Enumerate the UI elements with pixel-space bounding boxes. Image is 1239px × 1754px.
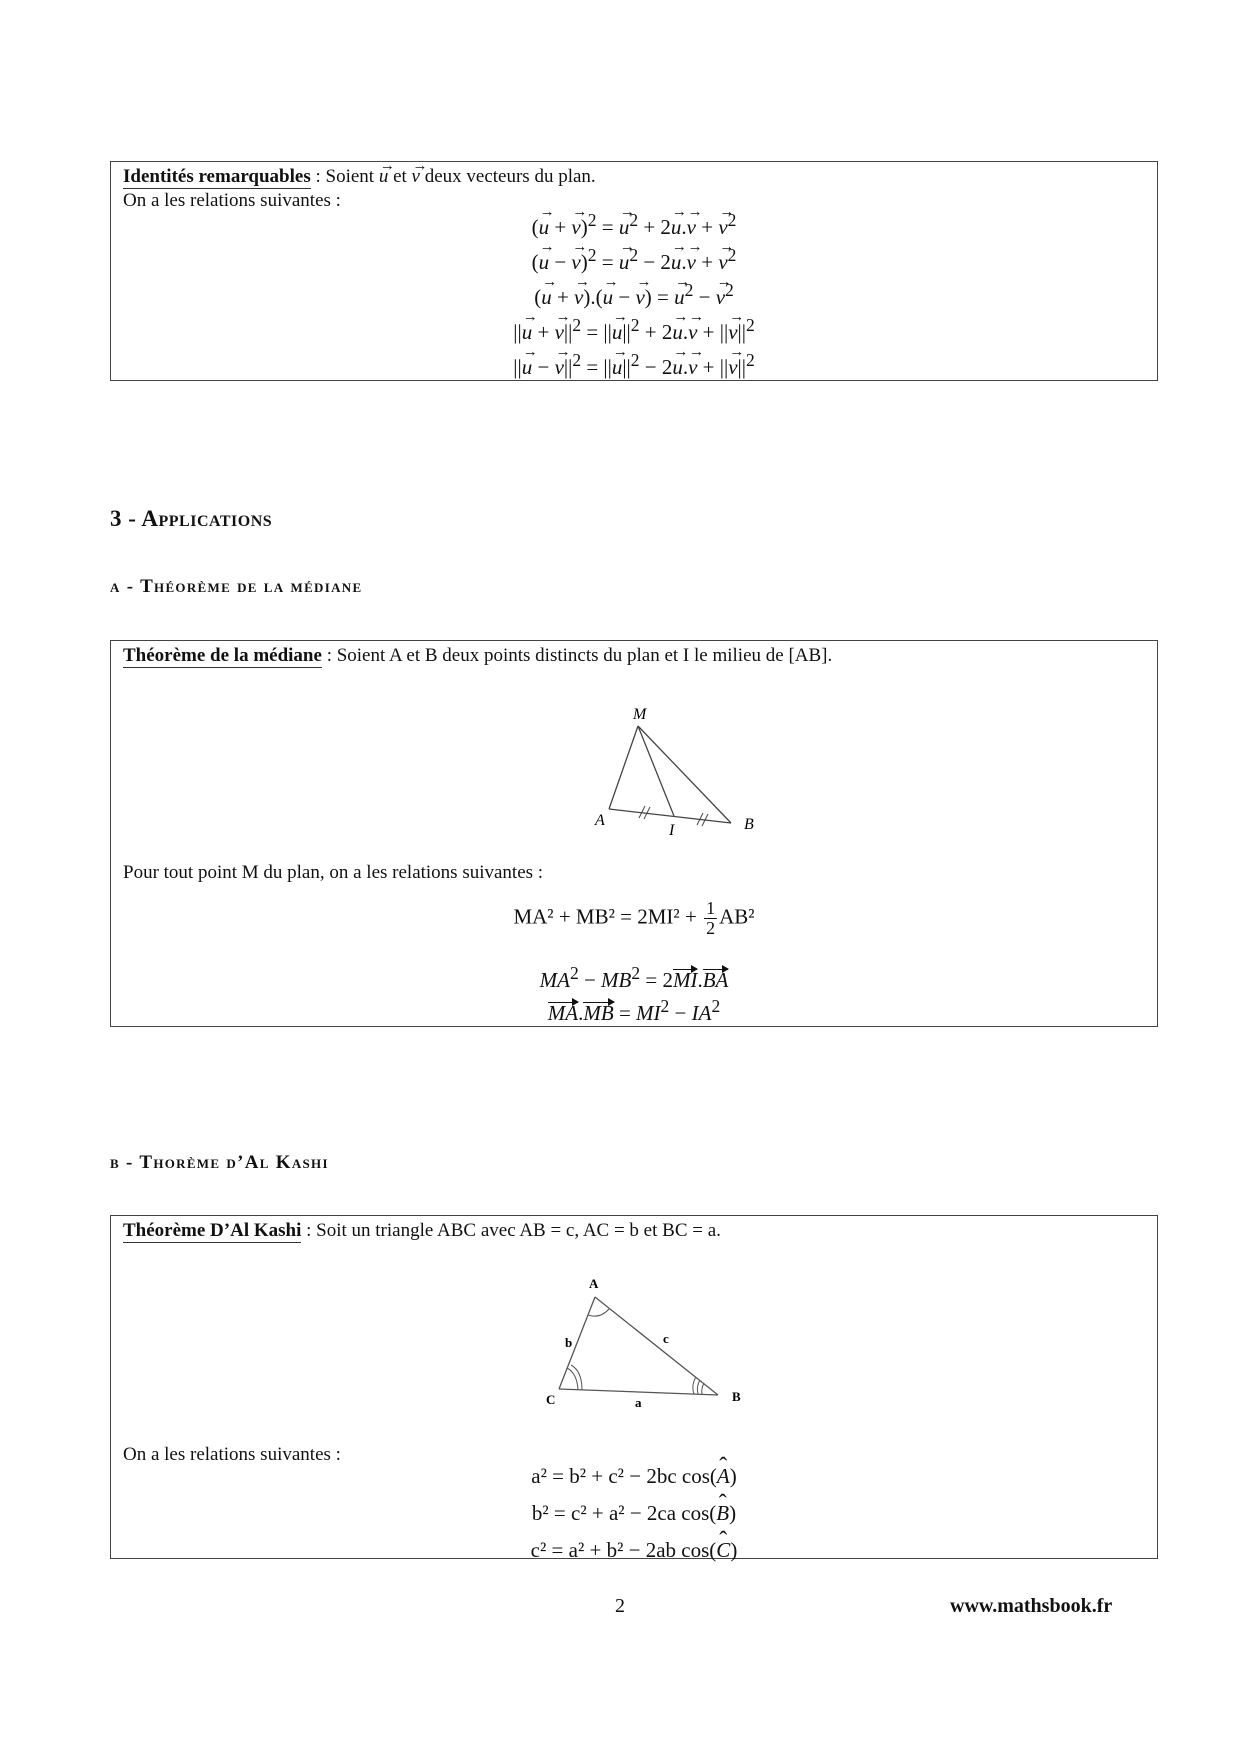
- alkashi-eq-3: [111, 1538, 1157, 1563]
- alkashi-label-b: b: [565, 1335, 573, 1350]
- angle-B: ̂ B: [716, 1501, 729, 1526]
- section-title: 3 - Applications: [110, 506, 273, 531]
- alkashi-label-A: A: [589, 1276, 599, 1291]
- median-intro: [123, 644, 832, 668]
- median-eq1-left: MA² + MB² = 2MI² +: [513, 904, 703, 929]
- identities-intro: [123, 165, 596, 189]
- close-paren-2: ): [729, 1501, 737, 1525]
- alkashi-eq3-left: c² = a² + b² − 2ab cos(: [530, 1538, 717, 1562]
- vector-v: → v: [412, 165, 420, 189]
- alkashi-intro: [123, 1219, 721, 1243]
- site-link[interactable]: www.mathsbook.fr: [950, 1595, 1113, 1617]
- median-label-A: A: [595, 812, 605, 829]
- frac-den: 2: [706, 918, 716, 938]
- median-label-M: M: [633, 706, 647, 723]
- alkashi-text: : Soit un triangle ABC avec AB = c, AC = b et BC = a.: [301, 1220, 721, 1241]
- alkashi-line2: On a les relations suivantes :: [123, 1444, 341, 1465]
- identity-eq-4: ||→ u + → $v||^2$ = ||→ $u||^2 + 2\to u.\to v$ + ||→ $v||^2$: [111, 315, 1157, 345]
- alkashi-eq2-left: b² = c² + a² − 2ca cos(: [531, 1501, 717, 1525]
- alkashi-term: Théorème D’Al Kashi: [123, 1220, 302, 1241]
- alkashi-label-c: c: [663, 1331, 669, 1346]
- median-text: : Soient A et B deux points distincts du plan et I le milieu de [AB].: [321, 645, 833, 666]
- angle-A: ̂ A: [717, 1464, 730, 1489]
- median-eq-1: [111, 899, 1157, 938]
- identities-term: Identités remarquables: [123, 166, 311, 187]
- identities-box: [110, 161, 1158, 381]
- alkashi-eq-1: [111, 1464, 1157, 1489]
- subsection-a-title: a - Théorème de la médiane: [110, 576, 363, 597]
- angle-C: ̂ C: [716, 1538, 730, 1563]
- median-eq-2: $MA^2 - MB^2 = 2MI.BA$: [539, 963, 729, 992]
- frac-num: 1: [706, 898, 716, 918]
- alkashi-box: [110, 1215, 1158, 1562]
- alkashi-eq-2: [111, 1501, 1157, 1526]
- median-eq1-right: AB²: [719, 904, 755, 929]
- median-box: [110, 640, 1158, 1027]
- alkashi-label-a: a: [635, 1395, 642, 1410]
- identity-eq-5: ||→ u − → $v||^2$ = ||→ $u||^2 - 2\to u.\to v$ + ||→ $v||^2$: [111, 350, 1157, 380]
- close-paren-3: ): [730, 1538, 738, 1562]
- alkashi-eq1-left: a² = b² + c² − 2bc cos(: [531, 1464, 717, 1488]
- identities-line2: On a les relations suivantes :: [123, 190, 341, 211]
- intro-text-b: et: [388, 166, 412, 187]
- median-line2: Pour tout point M du plan, on a les relations suivantes :: [123, 862, 544, 883]
- alkashi-label-C: C: [546, 1392, 556, 1407]
- alkashi-label-B: B: [732, 1389, 741, 1404]
- alkashi-figure: [536, 1271, 776, 1421]
- median-term: Théorème de la médiane: [123, 645, 322, 666]
- median-label-I: I: [669, 822, 675, 839]
- page-number: 2: [615, 1595, 625, 1617]
- subsection-b-title: b - Thorème d’Al Kashi: [110, 1152, 329, 1173]
- intro-text-c: deux vecteurs du plan.: [419, 166, 596, 187]
- median-figure: [531, 701, 771, 851]
- intro-text-a: : Soient: [310, 166, 379, 187]
- median-eq-3: $MA.MB = MI^2 - IA^2$: [547, 996, 721, 1025]
- vector-u: → u: [379, 165, 389, 189]
- identity-eq-3: (→ u + → v).(→ u − → v) = → $u^2$ − → $v^2$: [111, 280, 1157, 310]
- identity-eq-1: (→ u + → v)$^2$ = → $u^2 + 2\to u.\to v$ + → $v^2$: [111, 210, 1157, 240]
- median-eq1-frac: [704, 899, 717, 938]
- close-paren-1: ): [729, 1464, 737, 1488]
- identity-eq-2: (→ u − → v)$^2$ = → $u^2 - 2\to u.\to v$ + → $v^2$: [111, 245, 1157, 275]
- median-label-B: B: [744, 816, 754, 833]
